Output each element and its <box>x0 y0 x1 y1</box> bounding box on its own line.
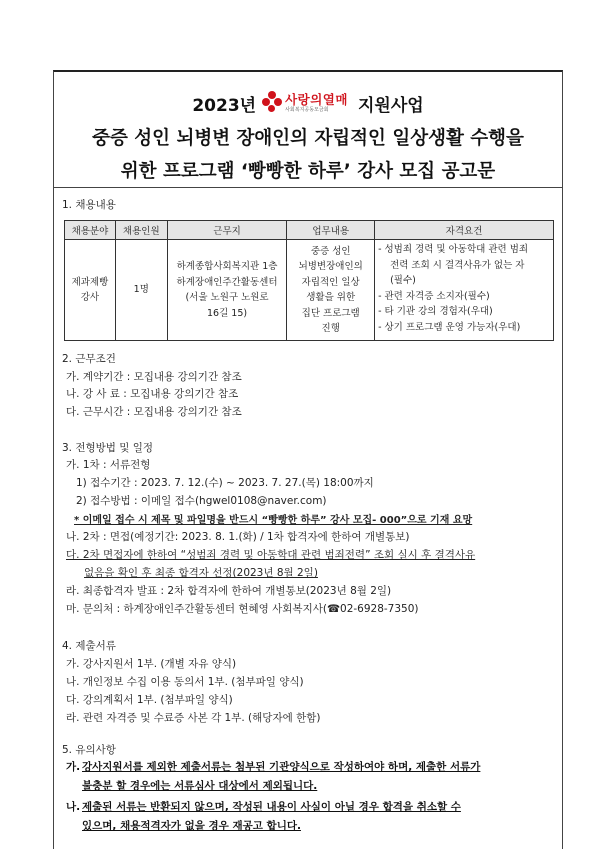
list-item: 나. 개인정보 수집 이용 동의서 1부. (첨부파일 양식) <box>66 676 304 688</box>
notice-body <box>53 187 563 849</box>
col-header-workplace: 근무지 <box>167 221 287 240</box>
application-method: 2) 접수방법 : 이메일 접수(hgwel0108@naver.com) <box>76 495 327 507</box>
caution-item-1: 가. 강사지원서를 제외한 제출서류는 첨부된 기관양식으로 작성하여야 하며, 제출한 서류가 불충분 할 경우에는 서류심사 대상에서 제외됩니다. <box>66 761 481 792</box>
list-item: 라. 관련 자격증 및 수료증 사본 각 1부. (해당자에 한함) <box>66 712 321 724</box>
section-4-title: 4. 제출서류 <box>62 640 116 652</box>
caution-item-2: 나. 제출된 서류는 반환되지 않으며, 작성된 내용이 사실이 아닐 경우 합격을 취소할 수 있으며, 채용적격자가 없을 경우 재공고 합니다. <box>66 801 461 832</box>
section-1-title: 1. 채용내용 <box>62 199 116 211</box>
application-period: 1) 접수기간 : 2023. 7. 12.(수) ~ 2023. 7. 27.(목) 18:00까지 <box>76 477 374 489</box>
notice-header <box>53 70 563 187</box>
list-item: 가. 강사지원서 1부. (개별 자유 양식) <box>66 658 237 670</box>
table-header-row <box>65 221 554 240</box>
year-line <box>54 88 562 118</box>
logo-main-text: 사랑의열매 <box>285 92 348 107</box>
list-item: 가. 계약기간 : 모집내용 강의기간 참조 <box>66 371 242 383</box>
cell-qualification: - 성범죄 경력 및 아동학대 관련 범죄 전력 조회 시 결격사유가 없는 자 (필수) - 관련 자격증 소지자(필수) - 타 기관 강의 경험자(우대) - 상기 프로그램 운영 가능자(우대) <box>375 240 554 341</box>
list-item: 다. 근무시간 : 모집내용 강의기간 참조 <box>66 406 242 418</box>
cell-field: 제과제빵 강사 <box>65 240 116 341</box>
email-notice: * 이메일 접수 시 제목 및 파일명을 반드시 “빵빵한 하루” 강사 모집- 000”으로 기재 요망 <box>74 515 473 526</box>
table-row <box>65 240 554 341</box>
background-check-line-2: 없음을 확인 후 최종 합격자 선정(2023년 8월 2일) <box>84 567 318 579</box>
year-text: 2023년 <box>192 95 257 116</box>
title-line-1: 중증 성인 뇌병변 장애인의 자립적인 일상생활 수행을 <box>92 128 524 149</box>
logo <box>262 91 348 115</box>
section-3-title: 3. 전형방법 및 일정 <box>62 442 154 454</box>
screening-second: 나. 2차 : 면접(예정기간: 2023. 8. 1.(화) / 1차 합격자에 한하여 개별통보) <box>66 531 410 543</box>
project-text: 지원사업 <box>357 95 424 116</box>
col-header-duty: 업무내용 <box>287 221 375 240</box>
section-2-title: 2. 근무조건 <box>62 353 116 365</box>
col-header-count: 채용인원 <box>115 221 167 240</box>
background-check-line-1: 다. 2차 면접자에 한하여 “성범죄 경력 및 아동학대 관련 범죄전력” 조회 실시 후 결격사유 <box>66 549 476 561</box>
list-item: 나. 강 사 료 : 모집내용 강의기간 참조 <box>66 388 239 400</box>
section-5-title: 5. 유의사항 <box>62 744 116 756</box>
cell-workplace: 하계종합사회복지관 1층 하계장애인주간활동센터 (서울 노원구 노원로 16길 15) <box>167 240 287 341</box>
cell-count: 1명 <box>115 240 167 341</box>
title-line-2: 위한 프로그램 ‘빵빵한 하루’ 강사 모집 공고문 <box>120 161 496 182</box>
list-item: 다. 강의계획서 1부. (첨부파일 양식) <box>66 694 233 706</box>
col-header-field: 채용분야 <box>65 221 116 240</box>
cell-duty: 중증 성인 뇌병변장애인의 자립적인 일상 생활을 위한 집단 프로그램 진행 <box>287 240 375 341</box>
screening-first: 가. 1차 : 서류전형 <box>66 459 151 471</box>
fruit-logo-icon <box>262 91 282 115</box>
contact-info: 마. 문의처 : 하계장애인주간활동센터 현혜영 사회복지사(☎02-6928-7350) <box>66 603 419 615</box>
final-announcement: 라. 최종합격자 발표 : 2차 합격자에 한하여 개별통보(2023년 8월 2일) <box>66 585 392 597</box>
recruitment-table <box>64 220 554 341</box>
col-header-qualification: 자격요건 <box>375 221 554 240</box>
logo-sub-text: 사회복지공동모금회 <box>285 107 329 113</box>
